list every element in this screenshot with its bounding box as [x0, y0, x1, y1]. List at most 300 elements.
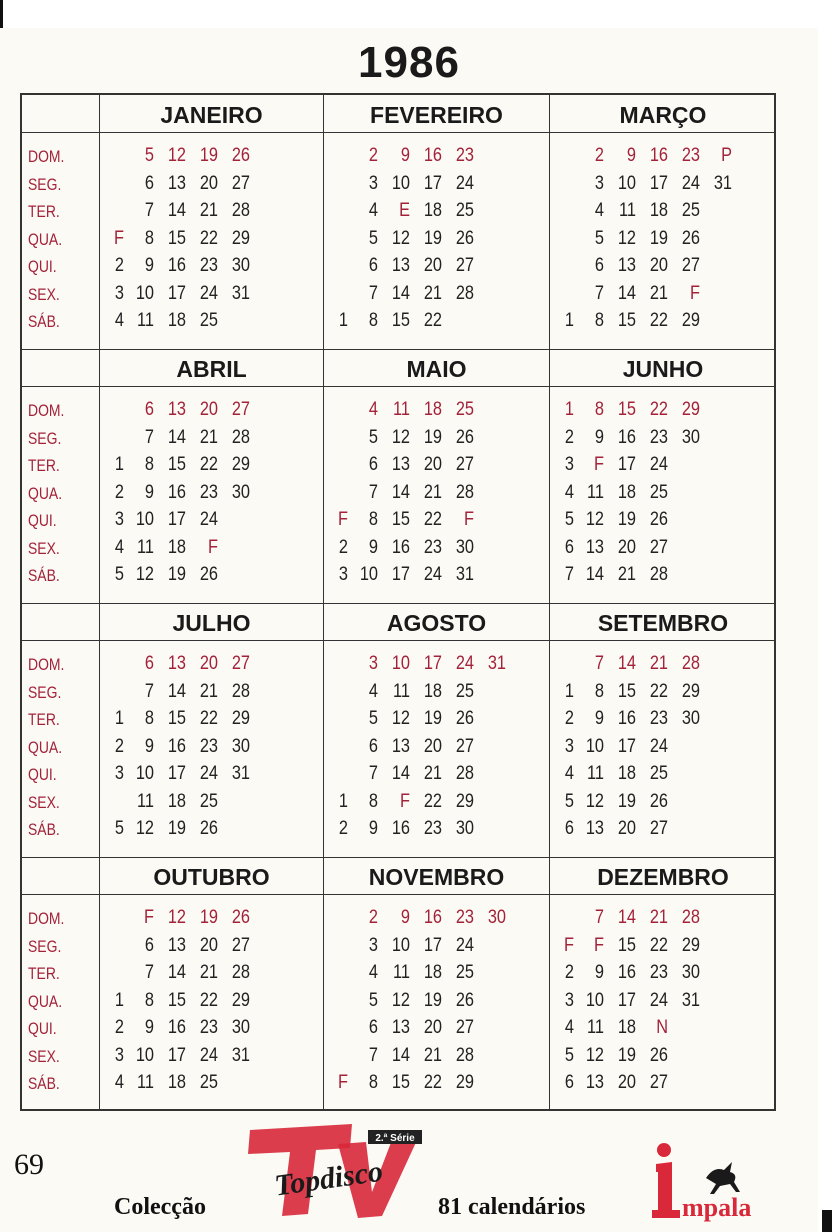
day-number: 28: [231, 680, 250, 702]
day-number: 10: [135, 282, 154, 304]
day-number: 22: [649, 680, 668, 702]
weekday-column: [22, 95, 100, 349]
day-number: 7: [564, 564, 574, 585]
day-number: 26: [455, 227, 474, 249]
day-number: 25: [199, 790, 218, 812]
day-number: F: [400, 790, 410, 812]
day-number: 12: [585, 1044, 604, 1066]
day-number: 29: [231, 989, 250, 1011]
day-number: 6: [368, 735, 378, 757]
day-number: 26: [455, 426, 474, 448]
day-number: 29: [231, 708, 250, 729]
day-number: 29: [231, 227, 250, 249]
day-number: 9: [400, 145, 410, 166]
day-number: 24: [423, 564, 442, 585]
day-number: 6: [144, 172, 154, 194]
day-number: 2: [114, 1017, 124, 1038]
day-number: 12: [135, 564, 154, 585]
day-number: 19: [617, 790, 636, 812]
day-number: 15: [391, 1072, 410, 1093]
day-number: 10: [359, 564, 378, 585]
month-block: [324, 603, 550, 857]
day-number: 3: [114, 509, 124, 530]
day-number: 18: [167, 1072, 186, 1093]
card-number: 69: [14, 1148, 44, 1181]
day-number: 8: [144, 989, 154, 1011]
day-number: 14: [391, 763, 410, 784]
day-number: 13: [391, 1017, 410, 1038]
day-number: 25: [455, 962, 474, 983]
day-number: 17: [167, 282, 186, 304]
day-number: 26: [231, 145, 250, 166]
day-number: 19: [199, 145, 218, 166]
month-block: [100, 95, 324, 349]
day-number: 23: [455, 907, 474, 928]
day-number: 15: [617, 680, 636, 702]
weekday-label: QUA.: [28, 229, 63, 249]
weekday-label: SEG.: [28, 682, 62, 702]
day-number: 9: [594, 708, 604, 729]
day-number: 17: [423, 172, 442, 194]
day-number: 23: [681, 145, 700, 166]
day-number: 6: [368, 454, 378, 475]
day-number: 5: [368, 989, 378, 1011]
day-number: 14: [617, 282, 636, 304]
day-number: 3: [564, 454, 574, 475]
day-number: 28: [455, 1044, 474, 1066]
day-number: 10: [135, 509, 154, 530]
day-number: 31: [487, 653, 506, 674]
day-number: 15: [167, 708, 186, 729]
day-number: 11: [393, 399, 410, 420]
calendars-count-label: 81 calendários: [438, 1194, 586, 1220]
day-number: 10: [585, 989, 604, 1011]
day-number: 17: [167, 763, 186, 784]
day-number: 29: [681, 680, 700, 702]
day-number: 7: [144, 426, 154, 448]
day-number: 27: [681, 255, 700, 276]
day-number: 30: [681, 708, 700, 729]
month-block: [100, 349, 324, 603]
day-number: 1: [114, 708, 124, 729]
day-number: 30: [455, 536, 474, 558]
day-number: 9: [626, 145, 636, 166]
day-number: 2: [338, 818, 348, 839]
day-number: 12: [585, 509, 604, 530]
day-number: 4: [368, 962, 378, 983]
day-number: 29: [231, 454, 250, 475]
day-number: 20: [199, 399, 218, 420]
day-number: 1: [564, 310, 574, 331]
day-number: 5: [144, 145, 154, 166]
day-number: 3: [368, 172, 378, 194]
day-number: 21: [649, 907, 668, 928]
day-number: 13: [617, 255, 636, 276]
day-number: 15: [391, 310, 410, 331]
day-number: 13: [391, 255, 410, 276]
month-block: [324, 857, 550, 1111]
day-number: 27: [649, 818, 668, 839]
day-number: 28: [681, 907, 700, 928]
day-number: 5: [564, 509, 574, 530]
day-number: 18: [423, 680, 442, 702]
day-number: 17: [423, 653, 442, 674]
day-number: 5: [368, 227, 378, 249]
day-number: 13: [585, 1072, 604, 1093]
day-number: 21: [199, 962, 218, 983]
day-number: 30: [231, 481, 250, 503]
day-number: 28: [681, 653, 700, 674]
day-number: 15: [167, 989, 186, 1011]
day-number: 9: [144, 1017, 154, 1038]
day-number: 18: [167, 790, 186, 812]
day-number: 19: [617, 509, 636, 530]
day-number: 17: [617, 735, 636, 757]
day-number: 21: [649, 282, 668, 304]
day-number: 10: [135, 1044, 154, 1066]
day-number: 11: [137, 1072, 154, 1093]
weekday-label: SÁB.: [28, 1074, 60, 1093]
month-name: DEZEMBRO: [550, 857, 776, 895]
day-number: 23: [455, 145, 474, 166]
day-number: 4: [368, 680, 378, 702]
day-number: 9: [144, 481, 154, 503]
day-number: 23: [423, 818, 442, 839]
day-number: 23: [423, 536, 442, 558]
day-number: 28: [231, 962, 250, 983]
day-number: 8: [144, 708, 154, 729]
weekday-label: QUI.: [28, 257, 57, 276]
day-number: 3: [594, 172, 604, 194]
day-number: E: [399, 200, 410, 221]
day-number: 26: [199, 818, 218, 839]
day-number: F: [338, 1072, 348, 1093]
day-number: 27: [231, 934, 250, 956]
day-number: 29: [455, 1072, 474, 1093]
day-number: 20: [617, 1072, 636, 1093]
day-number: 15: [167, 227, 186, 249]
day-number: 22: [199, 227, 218, 249]
day-number: 7: [594, 282, 604, 304]
day-number: 18: [617, 481, 636, 503]
day-number: 2: [368, 907, 378, 928]
day-number: 11: [393, 680, 410, 702]
day-number: 12: [391, 708, 410, 729]
day-number: 27: [231, 653, 250, 674]
month-block: [324, 349, 550, 603]
day-number: 24: [199, 282, 218, 304]
day-number: 22: [199, 708, 218, 729]
day-number: 28: [455, 481, 474, 503]
day-number: 16: [423, 145, 442, 166]
day-number: 14: [585, 564, 604, 585]
day-number: 30: [231, 735, 250, 757]
day-number: 12: [391, 989, 410, 1011]
year-title: 1986: [358, 38, 460, 87]
day-number: 28: [455, 282, 474, 304]
day-number: 16: [167, 735, 186, 757]
day-number: 26: [455, 989, 474, 1011]
day-number: 3: [114, 282, 124, 304]
day-number: F: [594, 454, 604, 475]
day-number: 3: [114, 1044, 124, 1066]
day-number: 14: [391, 481, 410, 503]
day-number: 21: [199, 426, 218, 448]
day-number: 1: [338, 310, 348, 331]
day-number: 16: [391, 818, 410, 839]
day-number: 2: [114, 735, 124, 757]
day-number: 19: [167, 818, 186, 839]
day-number: 20: [649, 255, 668, 276]
weekday-label: SEG.: [28, 936, 62, 956]
day-number: 30: [231, 255, 250, 276]
day-number: F: [144, 907, 154, 928]
day-number: 19: [649, 227, 668, 249]
day-number: 7: [594, 907, 604, 928]
day-number: 24: [681, 172, 700, 194]
day-number: 26: [649, 1044, 668, 1066]
day-number: 14: [617, 907, 636, 928]
day-number: 10: [135, 763, 154, 784]
day-number: 22: [649, 934, 668, 956]
day-number: 7: [144, 200, 154, 221]
weekday-label: SÁB.: [28, 566, 60, 585]
day-number: 28: [231, 200, 250, 221]
day-number: 26: [455, 708, 474, 729]
weekday-label: QUA.: [28, 991, 63, 1011]
day-number: 21: [649, 653, 668, 674]
day-number: 7: [368, 282, 378, 304]
day-number: 11: [587, 763, 604, 784]
day-number: 23: [649, 962, 668, 983]
day-number: 23: [199, 735, 218, 757]
day-number: 11: [137, 310, 154, 331]
day-number: 17: [167, 1044, 186, 1066]
day-number: 28: [649, 564, 668, 585]
day-number: 27: [455, 454, 474, 475]
day-number: 5: [368, 708, 378, 729]
day-number: 9: [368, 536, 378, 558]
day-number: 20: [199, 172, 218, 194]
day-number: 16: [167, 255, 186, 276]
day-number: 18: [423, 200, 442, 221]
day-number: 6: [144, 934, 154, 956]
day-number: 27: [231, 399, 250, 420]
day-number: 7: [594, 653, 604, 674]
day-number: 16: [649, 145, 668, 166]
day-number: 15: [617, 399, 636, 420]
day-number: 3: [338, 564, 348, 585]
day-number: 5: [368, 426, 378, 448]
day-number: 14: [167, 680, 186, 702]
day-number: F: [594, 934, 604, 956]
day-number: 6: [564, 1072, 574, 1093]
day-number: 21: [423, 1044, 442, 1066]
day-number: 2: [594, 145, 604, 166]
day-number: 4: [594, 200, 604, 221]
weekday-label: SEX.: [28, 538, 60, 558]
weekday-label: DOM.: [28, 909, 65, 928]
day-number: 16: [423, 907, 442, 928]
day-number: 6: [594, 255, 604, 276]
day-number: 14: [391, 1044, 410, 1066]
day-number: 18: [617, 1017, 636, 1038]
day-number: 3: [114, 763, 124, 784]
day-number: F: [208, 536, 218, 558]
day-number: 5: [114, 818, 124, 839]
day-number: 2: [564, 426, 574, 448]
month-block: [100, 857, 324, 1111]
day-number: 9: [144, 735, 154, 757]
day-number: 10: [617, 172, 636, 194]
day-number: 14: [391, 282, 410, 304]
month-name: JULHO: [100, 603, 323, 641]
day-number: 19: [423, 227, 442, 249]
day-number: F: [338, 509, 348, 530]
edge-mark: [822, 1210, 832, 1232]
month-name: OUTUBRO: [100, 857, 323, 895]
day-number: 17: [617, 454, 636, 475]
day-number: 19: [423, 426, 442, 448]
day-number: 13: [167, 934, 186, 956]
month-block: [324, 95, 550, 349]
tv-logo-badge: 2.ª Série: [375, 1133, 415, 1144]
day-number: 24: [649, 454, 668, 475]
day-number: 26: [199, 564, 218, 585]
day-number: 18: [167, 310, 186, 331]
month-name: SETEMBRO: [550, 603, 776, 641]
day-number: 27: [455, 255, 474, 276]
weekday-label: SEX.: [28, 1046, 60, 1066]
day-number: 11: [137, 790, 154, 812]
day-number: 26: [231, 907, 250, 928]
day-number: 13: [391, 735, 410, 757]
day-number: 24: [649, 989, 668, 1011]
day-number: 29: [681, 399, 700, 420]
day-number: 8: [594, 680, 604, 702]
day-number: 17: [649, 172, 668, 194]
day-number: 12: [135, 818, 154, 839]
weekday-column: [22, 857, 100, 1111]
day-number: 26: [649, 509, 668, 530]
day-number: 17: [391, 564, 410, 585]
day-number: 24: [455, 172, 474, 194]
day-number: 24: [455, 653, 474, 674]
day-number: 11: [587, 481, 604, 503]
weekday-label: SÁB.: [28, 312, 60, 331]
day-number: 18: [649, 200, 668, 221]
day-number: F: [564, 934, 574, 956]
day-number: 6: [368, 255, 378, 276]
day-number: 9: [368, 818, 378, 839]
day-number: 20: [423, 1017, 442, 1038]
day-number: 16: [617, 708, 636, 729]
day-number: 27: [231, 172, 250, 194]
day-number: 4: [564, 481, 574, 503]
month-block: [550, 603, 776, 857]
day-number: 10: [391, 172, 410, 194]
day-number: F: [114, 227, 124, 249]
day-number: 4: [114, 536, 124, 558]
month-name: FEVEREIRO: [324, 95, 549, 133]
day-number: 22: [423, 1072, 442, 1093]
day-number: 19: [423, 708, 442, 729]
weekday-column: [22, 349, 100, 603]
day-number: 4: [368, 399, 378, 420]
day-number: 23: [199, 1017, 218, 1038]
day-number: 31: [231, 282, 250, 304]
day-number: 6: [368, 1017, 378, 1038]
day-number: 20: [199, 653, 218, 674]
day-number: 11: [587, 1017, 604, 1038]
day-number: 14: [167, 200, 186, 221]
weekday-label: SEG.: [28, 174, 62, 194]
day-number: 27: [455, 1017, 474, 1038]
day-number: 16: [391, 536, 410, 558]
month-name: AGOSTO: [324, 603, 549, 641]
day-number: 17: [423, 934, 442, 956]
day-number: 31: [231, 1044, 250, 1066]
day-number: 1: [564, 680, 574, 702]
weekday-label: DOM.: [28, 401, 65, 420]
weekday-label: TER.: [28, 964, 60, 983]
weekday-label: DOM.: [28, 147, 65, 166]
day-number: 27: [455, 735, 474, 757]
day-number: 21: [423, 481, 442, 503]
day-number: 21: [199, 200, 218, 221]
day-number: 24: [455, 934, 474, 956]
day-number: 30: [681, 426, 700, 448]
day-number: 12: [167, 145, 186, 166]
day-number: 9: [594, 426, 604, 448]
day-number: 25: [455, 680, 474, 702]
day-number: 30: [455, 818, 474, 839]
day-number: 12: [391, 426, 410, 448]
day-number: 8: [594, 310, 604, 331]
day-number: 14: [617, 653, 636, 674]
day-number: 8: [144, 454, 154, 475]
day-number: 14: [167, 426, 186, 448]
day-number: N: [656, 1017, 668, 1038]
day-number: 8: [594, 399, 604, 420]
day-number: 1: [114, 989, 124, 1011]
day-number: 22: [649, 399, 668, 420]
day-number: 6: [564, 818, 574, 839]
day-number: 22: [199, 989, 218, 1011]
day-number: 3: [368, 934, 378, 956]
day-number: 11: [619, 200, 636, 221]
day-number: 2: [338, 536, 348, 558]
day-number: 22: [423, 790, 442, 812]
weekday-label: TER.: [28, 456, 60, 475]
day-number: 28: [231, 426, 250, 448]
day-number: 22: [423, 310, 442, 331]
day-number: 7: [368, 481, 378, 503]
day-number: 19: [617, 1044, 636, 1066]
month-block: [550, 95, 776, 349]
day-number: 20: [617, 536, 636, 558]
day-number: 13: [167, 653, 186, 674]
day-number: 2: [564, 962, 574, 983]
day-number: 30: [681, 962, 700, 983]
day-number: 16: [167, 1017, 186, 1038]
day-number: 13: [391, 454, 410, 475]
day-number: 1: [114, 454, 124, 475]
day-number: 3: [564, 989, 574, 1011]
day-number: 9: [144, 255, 154, 276]
day-number: 18: [167, 536, 186, 558]
day-number: 4: [114, 310, 124, 331]
